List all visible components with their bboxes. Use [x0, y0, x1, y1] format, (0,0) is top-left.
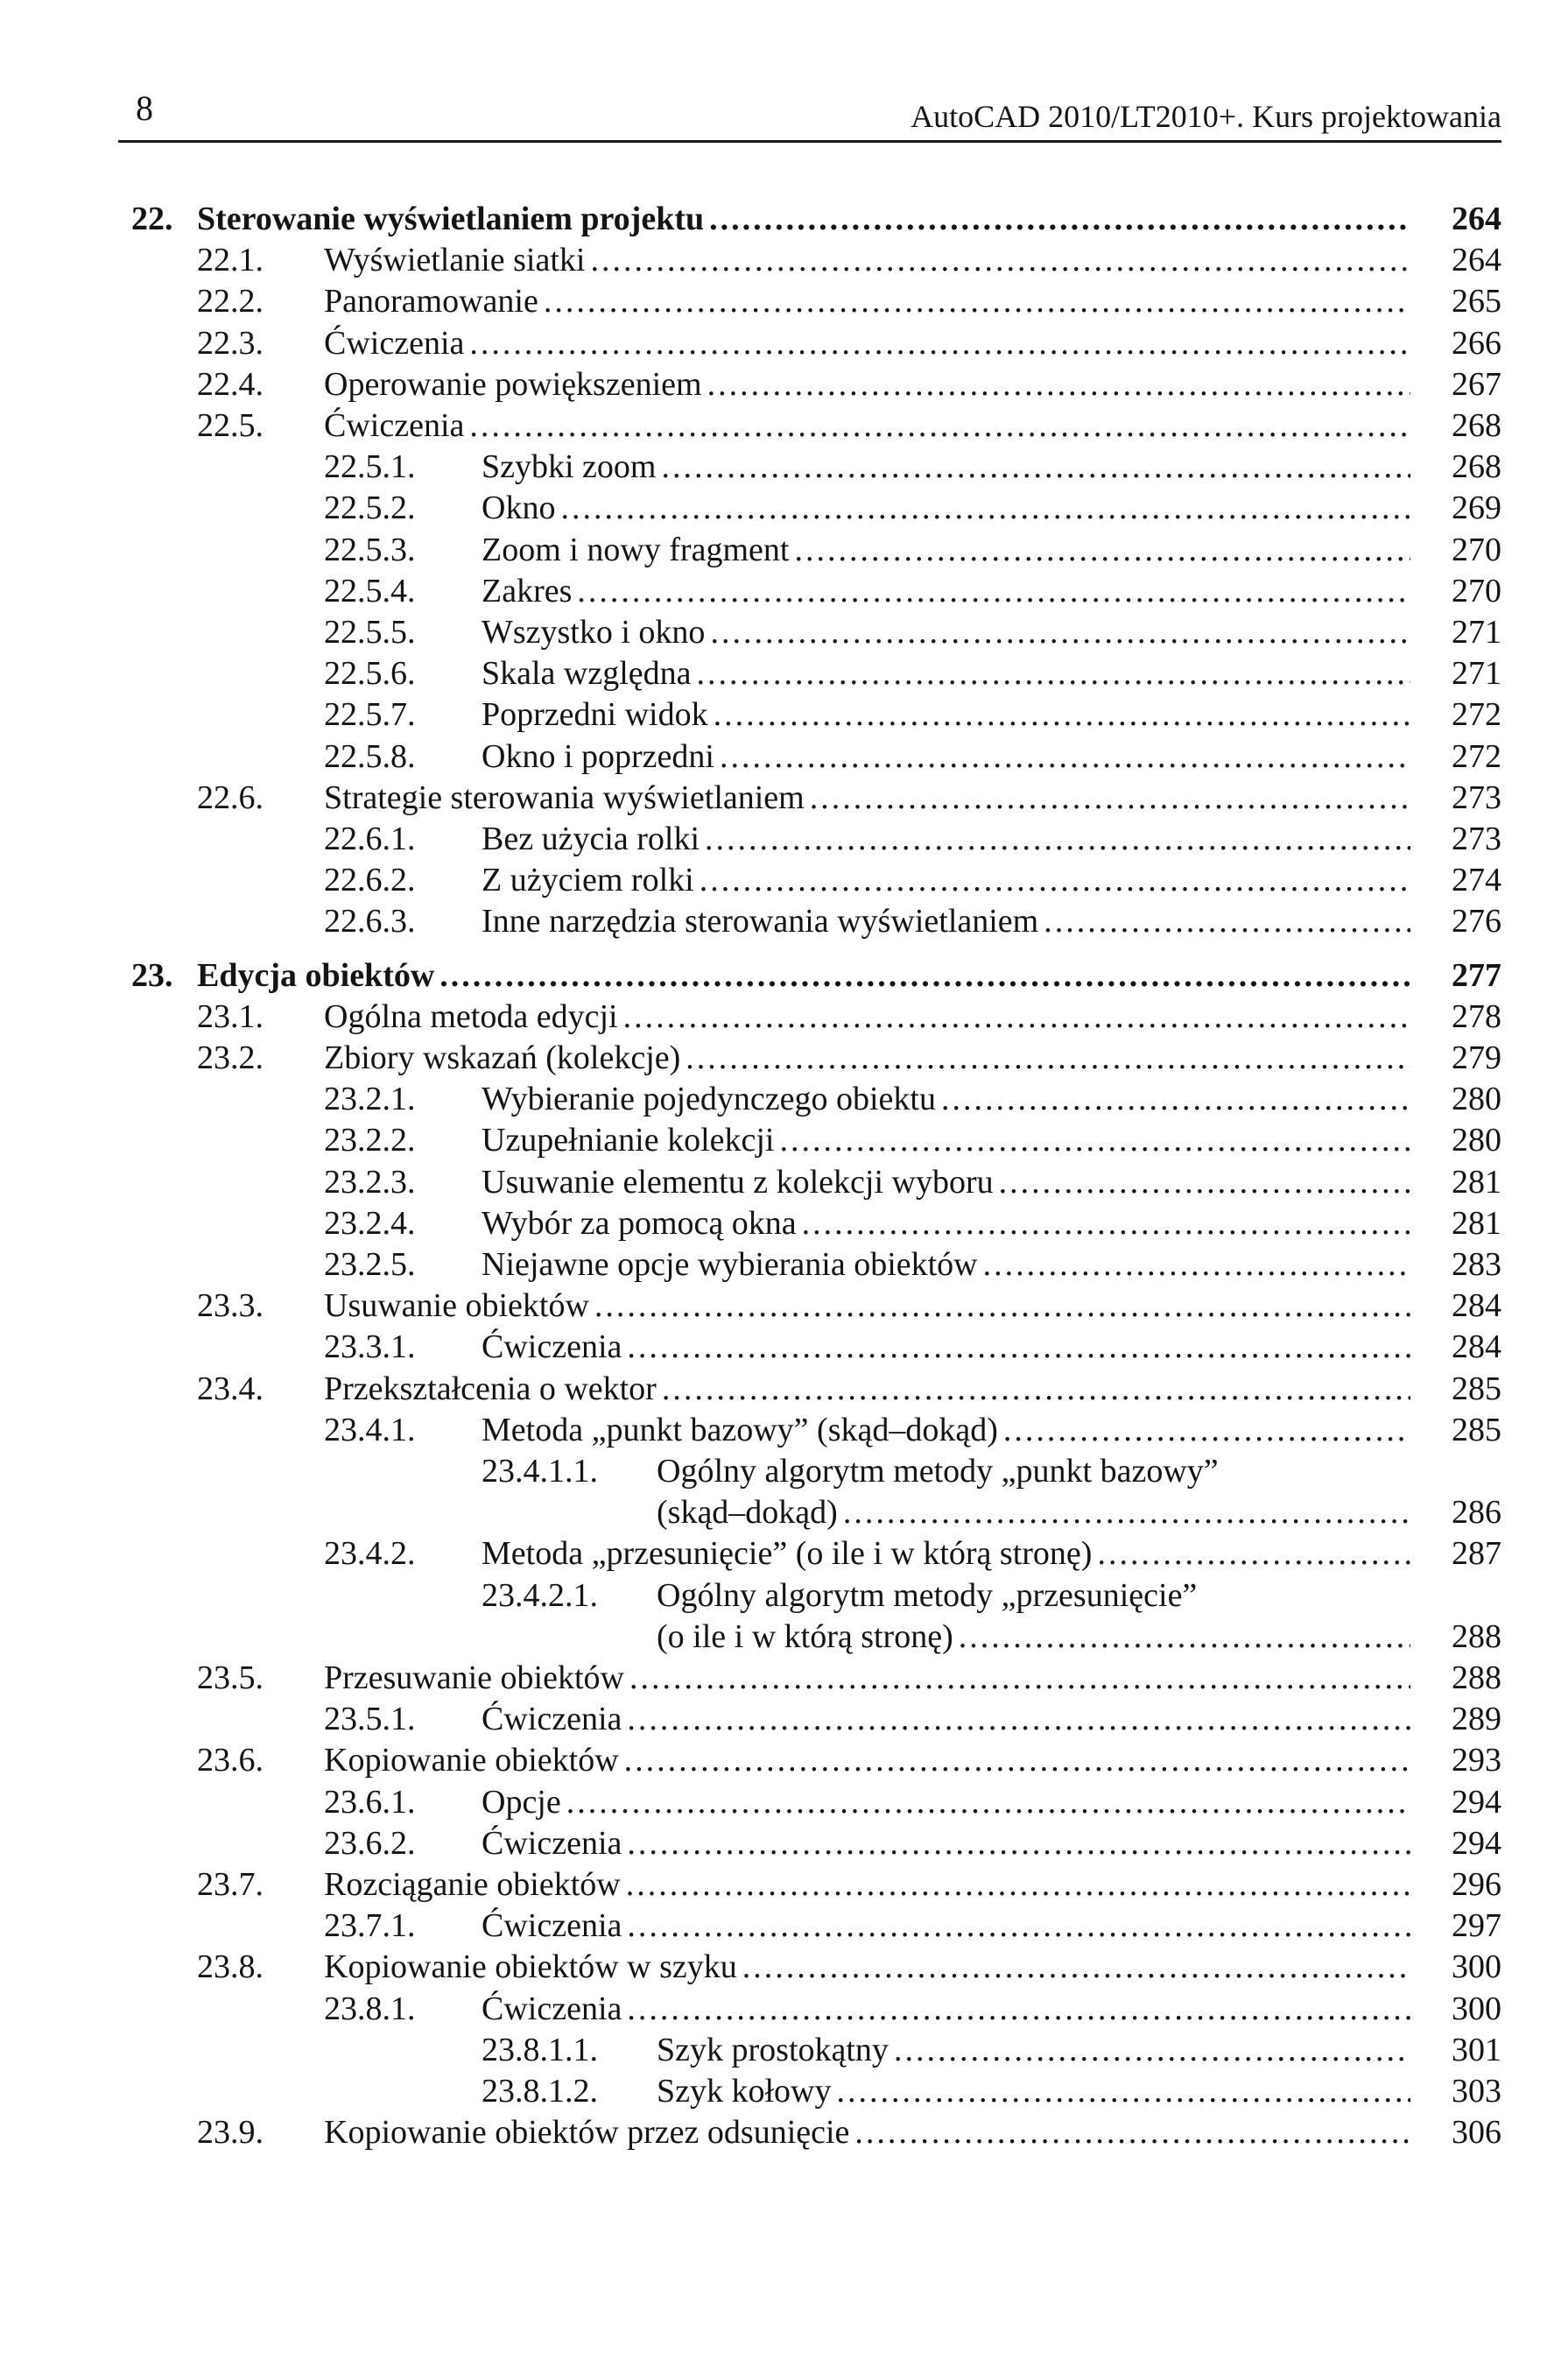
toc-leader-dots — [626, 1865, 1410, 1906]
toc-entry-page: 297 — [1452, 1907, 1501, 1944]
toc-entry — [0, 1741, 1568, 1785]
toc-entry-page: 306 — [1452, 2114, 1501, 2151]
toc-entry-page: 289 — [1452, 1701, 1501, 1737]
toc-entry-number: 22.1. — [197, 242, 264, 278]
toc-entry — [0, 406, 1568, 450]
toc-entry-number: 23.4.1. — [324, 1412, 416, 1448]
toc-entry-page: 287 — [1452, 1535, 1501, 1572]
toc-entry-number: 22.5.8. — [324, 738, 416, 775]
toc-leader-dots — [566, 1783, 1410, 1823]
toc-entry-page: 274 — [1452, 862, 1501, 898]
toc-entry-title: Niejawne opcje wybierania obiektów — [482, 1246, 978, 1283]
toc-entry-page: 264 — [1452, 201, 1501, 237]
toc-entry-number: 22.2. — [197, 283, 264, 320]
toc-entry-page: 265 — [1452, 283, 1501, 320]
toc-entry-number: 23.8. — [197, 1948, 264, 1985]
toc-entry — [0, 861, 1568, 905]
toc-entry — [0, 1411, 1568, 1455]
toc-entry-page: 288 — [1452, 1618, 1501, 1655]
toc-entry-title: Okno — [482, 490, 556, 526]
toc-entry — [0, 282, 1568, 326]
toc-entry — [0, 778, 1568, 822]
toc-entry-title: Zakres — [482, 573, 573, 609]
toc-entry-number: 23.2.3. — [324, 1164, 416, 1201]
toc-entry-title: Kopiowanie obiektów w szyku — [324, 1948, 737, 1985]
toc-leader-dots — [802, 1204, 1410, 1244]
toc-entry-page: 280 — [1452, 1122, 1501, 1159]
toc-entry — [0, 572, 1568, 616]
toc-entry-number: 23.2.4. — [324, 1205, 416, 1242]
toc-entry-title: Ćwiczenia — [482, 1907, 622, 1944]
toc-entry — [0, 1990, 1568, 2033]
toc-entry-number: 23.8.1.2. — [482, 2073, 598, 2110]
toc-entry — [0, 820, 1568, 863]
toc-entry-page: 288 — [1452, 1659, 1501, 1696]
toc-leader-dots — [700, 861, 1410, 901]
toc-entry-title: Uzupełnianie kolekcji — [482, 1122, 775, 1159]
toc-entry-title: Operowanie powiększeniem — [324, 366, 702, 403]
toc-entry — [0, 2031, 1568, 2075]
toc-leader-dots — [629, 1659, 1410, 1699]
toc-entry-number: 22.6.2. — [324, 862, 416, 898]
toc-leader-dots — [560, 489, 1410, 529]
toc-entry-number: 22.5.5. — [324, 614, 416, 651]
toc-entry-page: 285 — [1452, 1412, 1501, 1448]
toc-entry — [0, 1576, 1568, 1620]
toc-entry-title: Przekształcenia o wektor — [324, 1370, 657, 1407]
toc-entry-title: (skąd–dokąd) — [657, 1494, 838, 1531]
toc-leader-dots — [469, 406, 1410, 447]
toc-entry-number: 22.5. — [197, 407, 264, 444]
toc-leader-dots — [707, 365, 1410, 405]
toc-leader-dots — [894, 2031, 1410, 2071]
toc-leader-dots — [705, 820, 1410, 860]
toc-leader-dots — [1044, 902, 1410, 942]
toc-leader-dots — [662, 1370, 1410, 1410]
toc-entry-page: 300 — [1452, 1948, 1501, 1985]
toc-leader-dots — [697, 654, 1410, 694]
toc-leader-dots — [627, 1328, 1410, 1368]
toc-entry-number: 23.8.1. — [324, 1990, 416, 2027]
page-number: 8 — [136, 88, 153, 128]
toc-entry-page: 294 — [1452, 1784, 1501, 1821]
toc-entry — [0, 1824, 1568, 1868]
toc-leader-dots — [627, 1824, 1410, 1864]
toc-entry-number: 23. — [131, 957, 173, 994]
toc-entry — [0, 1865, 1568, 1909]
toc-leader-dots — [627, 1700, 1410, 1740]
toc-entry — [0, 997, 1568, 1041]
toc-leader-dots — [794, 531, 1410, 571]
toc-entry-title: Kopiowanie obiektów przez odsunięcie — [324, 2114, 850, 2151]
toc-entry-number: 22.5.1. — [324, 448, 416, 485]
toc-chapter — [0, 956, 1568, 1000]
toc-entry — [0, 1370, 1568, 1413]
toc-entry-title: Panoramowanie — [324, 283, 538, 320]
toc-entry — [0, 1534, 1568, 1578]
toc-entry-number: 22.5.2. — [324, 490, 416, 526]
toc-entry-title: Ogólny algorytm metody „punkt bazowy” — [657, 1453, 1219, 1490]
toc-leader-dots — [854, 2113, 1410, 2153]
toc-entry-title: Ćwiczenia — [482, 1328, 622, 1365]
toc-leader-dots — [577, 572, 1410, 612]
toc-entry-page: 284 — [1452, 1328, 1501, 1365]
toc-entry-number: 23.4. — [197, 1370, 264, 1407]
toc-entry-number: 23.7. — [197, 1866, 264, 1903]
toc-entry-number: 22.4. — [197, 366, 264, 403]
toc-entry-number: 23.2.2. — [324, 1122, 416, 1159]
toc-entry-page: 277 — [1452, 957, 1501, 994]
toc-leader-dots — [469, 324, 1410, 364]
toc-entry-page: 280 — [1452, 1081, 1501, 1117]
toc-leader-dots — [439, 956, 1410, 997]
toc-leader-dots — [1003, 1411, 1410, 1451]
toc-entry-number: 23.2.1. — [324, 1081, 416, 1117]
toc-entry-page: 270 — [1452, 573, 1501, 609]
toc-entry-number: 23.3. — [197, 1287, 264, 1324]
toc-entry-page: 293 — [1452, 1742, 1501, 1779]
toc-entry-page: 264 — [1452, 242, 1501, 278]
toc-entry-number: 23.4.2. — [324, 1535, 416, 1572]
toc-entry-title: Usuwanie elementu z kolekcji wyboru — [482, 1164, 994, 1201]
toc-entry-title: Wybieranie pojedynczego obiektu — [482, 1081, 936, 1117]
toc-entry-title: Szyk prostokątny — [657, 2032, 889, 2068]
toc-entry-title: Z użyciem rolki — [482, 862, 694, 898]
toc-entry-page: 266 — [1452, 325, 1501, 362]
toc-leader-dots — [780, 1121, 1411, 1161]
toc-entry — [0, 1493, 1568, 1537]
toc-entry-title: Skala względna — [482, 655, 692, 692]
toc-leader-dots — [959, 1617, 1410, 1658]
toc-entry-number: 22.5.4. — [324, 573, 416, 609]
toc-entry-number: 22.5.7. — [324, 696, 416, 733]
toc-entry-number: 23.6.1. — [324, 1784, 416, 1821]
toc-entry-number: 23.2.5. — [324, 1246, 416, 1283]
toc-entry-number: 22.6.1. — [324, 821, 416, 857]
toc-leader-dots — [627, 1990, 1410, 2030]
toc-entry — [0, 1204, 1568, 1248]
toc-entry-page: 268 — [1452, 448, 1501, 485]
toc-entry-page: 273 — [1452, 821, 1501, 857]
toc-entry-title: Ćwiczenia — [324, 325, 465, 362]
toc-entry — [0, 1163, 1568, 1207]
toc-leader-dots — [837, 2072, 1411, 2112]
toc-entry — [0, 365, 1568, 409]
toc-entry-number: 23.6. — [197, 1742, 264, 1779]
toc-entry-page: 284 — [1452, 1287, 1501, 1324]
toc-entry-title: Okno i poprzedni — [482, 738, 714, 775]
toc-entry — [0, 241, 1568, 285]
toc-entry-number: 23.9. — [197, 2114, 264, 2151]
toc-entry-number: 22.6.3. — [324, 903, 416, 940]
toc-entry-title: Kopiowanie obiektów — [324, 1742, 619, 1779]
toc-entry-number: 22.5.6. — [324, 655, 416, 692]
toc-entry-page: 283 — [1452, 1246, 1501, 1283]
toc-entry-title: Metoda „przesunięcie” (o ile i w którą stronę) — [482, 1535, 1093, 1572]
toc-entry — [0, 531, 1568, 574]
toc-entry-title: Sterowanie wyświetlaniem projektu — [197, 201, 705, 237]
toc-entry-number: 23.5. — [197, 1659, 264, 1696]
toc-entry-page: 271 — [1452, 655, 1501, 692]
toc-entry-title: Ćwiczenia — [482, 1990, 622, 2027]
toc-entry-title: Ćwiczenia — [324, 407, 465, 444]
toc-leader-dots — [810, 778, 1410, 819]
toc-entry — [0, 1906, 1568, 1950]
toc-leader-dots — [941, 1080, 1410, 1120]
toc-entry-number: 23.3.1. — [324, 1328, 416, 1365]
toc-entry-number: 23.6.2. — [324, 1825, 416, 1862]
toc-entry-title: Ogólny algorytm metody „przesunięcie” — [657, 1577, 1198, 1614]
toc-entry-page: 303 — [1452, 2073, 1501, 2110]
toc-entry-page: 281 — [1452, 1164, 1501, 1201]
toc-entry-title: Ćwiczenia — [482, 1825, 622, 1862]
toc-entry-number: 22.3. — [197, 325, 264, 362]
toc-entry-title: Ogólna metoda edycji — [324, 998, 618, 1035]
toc-entry-page: 281 — [1452, 1205, 1501, 1242]
toc-leader-dots — [594, 1286, 1410, 1327]
toc-entry-title: Wszystko i okno — [482, 614, 706, 651]
toc-entry-number: 23.2. — [197, 1039, 264, 1076]
toc-entry-title: Rozciąganie obiektów — [324, 1866, 621, 1903]
toc-entry-page: 296 — [1452, 1866, 1501, 1903]
toc-entry-page: 300 — [1452, 1990, 1501, 2027]
toc-entry-number: 22.6. — [197, 779, 264, 816]
toc-entry-page: 272 — [1452, 696, 1501, 733]
toc-entry — [0, 613, 1568, 657]
toc-entry-page: 301 — [1452, 2032, 1501, 2068]
toc-leader-dots — [661, 447, 1410, 488]
toc-entry-page: 272 — [1452, 738, 1501, 775]
toc-leader-dots — [686, 1039, 1410, 1079]
toc-entry-page: 273 — [1452, 779, 1501, 816]
toc-entry-number: 23.7.1. — [324, 1907, 416, 1944]
toc-entry-page: 278 — [1452, 998, 1501, 1035]
toc-leader-dots — [983, 1245, 1410, 1286]
toc-leader-dots — [590, 241, 1410, 281]
toc-entry — [0, 1286, 1568, 1330]
toc-entry — [0, 1121, 1568, 1165]
toc-leader-dots — [714, 695, 1410, 736]
toc-entry-title: Inne narzędzia sterowania wyświetlaniem — [482, 903, 1039, 940]
toc-leader-dots — [709, 200, 1410, 240]
toc-leader-dots — [544, 282, 1410, 322]
toc-entry-title: Edycja obiektów — [197, 957, 435, 994]
toc-entry-page: 271 — [1452, 614, 1501, 651]
toc-leader-dots — [843, 1493, 1410, 1533]
toc-entry-title: (o ile i w którą stronę) — [657, 1618, 953, 1655]
toc-entry-title: Wybór za pomocą okna — [482, 1205, 797, 1242]
toc-entry-number: 22. — [131, 201, 173, 237]
toc-entry-page: 267 — [1452, 366, 1501, 403]
toc-entry-title: Zoom i nowy fragment — [482, 532, 790, 568]
toc-leader-dots — [1097, 1534, 1410, 1575]
toc-entry-page: 268 — [1452, 407, 1501, 444]
toc-entry — [0, 2113, 1568, 2157]
toc-entry-number: 23.4.1.1. — [482, 1453, 598, 1490]
toc-entry-title: Ćwiczenia — [482, 1701, 622, 1737]
toc-chapter — [0, 200, 1568, 243]
toc-entry-number: 23.4.2.1. — [482, 1577, 598, 1614]
toc-entry-page: 279 — [1452, 1039, 1501, 1076]
toc-entry — [0, 1700, 1568, 1744]
running-title: AutoCAD 2010/LT2010+. Kurs projektowania — [911, 99, 1501, 134]
toc-entry-title: Szybki zoom — [482, 448, 657, 485]
toc-entry-page: 270 — [1452, 532, 1501, 568]
toc-entry — [0, 1617, 1568, 1661]
toc-leader-dots — [710, 613, 1410, 653]
toc-entry-number: 22.5.3. — [324, 532, 416, 568]
toc-entry-number: 23.5.1. — [324, 1701, 416, 1737]
toc-entry-number: 23.1. — [197, 998, 264, 1035]
toc-leader-dots — [624, 1741, 1410, 1781]
toc-entry-title: Szyk kołowy — [657, 2073, 832, 2110]
toc-entry-title: Usuwanie obiektów — [324, 1287, 589, 1324]
toc-entry-page: 276 — [1452, 903, 1501, 940]
toc-entry — [0, 654, 1568, 698]
toc-leader-dots — [623, 997, 1410, 1038]
toc-entry — [0, 1080, 1568, 1124]
toc-entry-title: Zbiory wskazań (kolekcje) — [324, 1039, 681, 1076]
toc-entry-page: 285 — [1452, 1370, 1501, 1407]
toc-entry — [0, 1783, 1568, 1827]
toc-entry — [0, 737, 1568, 781]
toc-entry — [0, 489, 1568, 532]
toc-entry — [0, 1948, 1568, 1991]
toc-entry-page: 286 — [1452, 1494, 1501, 1531]
toc-entry-title: Poprzedni widok — [482, 696, 708, 733]
toc-entry — [0, 1245, 1568, 1289]
toc-entry — [0, 695, 1568, 739]
toc-entry-title: Strategie sterowania wyświetlaniem — [324, 779, 805, 816]
toc-leader-dots — [720, 737, 1410, 778]
toc-entry-page: 294 — [1452, 1825, 1501, 1862]
toc-entry — [0, 2072, 1568, 2116]
toc-leader-dots — [627, 1906, 1410, 1947]
toc-entry-page: 269 — [1452, 490, 1501, 526]
toc-entry — [0, 324, 1568, 368]
toc-entry — [0, 1452, 1568, 1496]
toc-entry-title: Przesuwanie obiektów — [324, 1659, 624, 1696]
toc-entry — [0, 447, 1568, 491]
toc-entry-title: Wyświetlanie siatki — [324, 242, 586, 278]
toc-entry-title: Bez użycia rolki — [482, 821, 700, 857]
toc-leader-dots — [742, 1948, 1410, 1988]
toc-entry — [0, 1039, 1568, 1082]
toc-entry — [0, 1328, 1568, 1371]
toc-entry — [0, 902, 1568, 946]
toc-entry-title: Opcje — [482, 1784, 561, 1821]
toc-entry-number: 23.8.1.1. — [482, 2032, 598, 2068]
toc-entry-title: Metoda „punkt bazowy” (skąd–dokąd) — [482, 1412, 998, 1448]
toc-leader-dots — [999, 1163, 1410, 1203]
toc-entry — [0, 1659, 1568, 1702]
